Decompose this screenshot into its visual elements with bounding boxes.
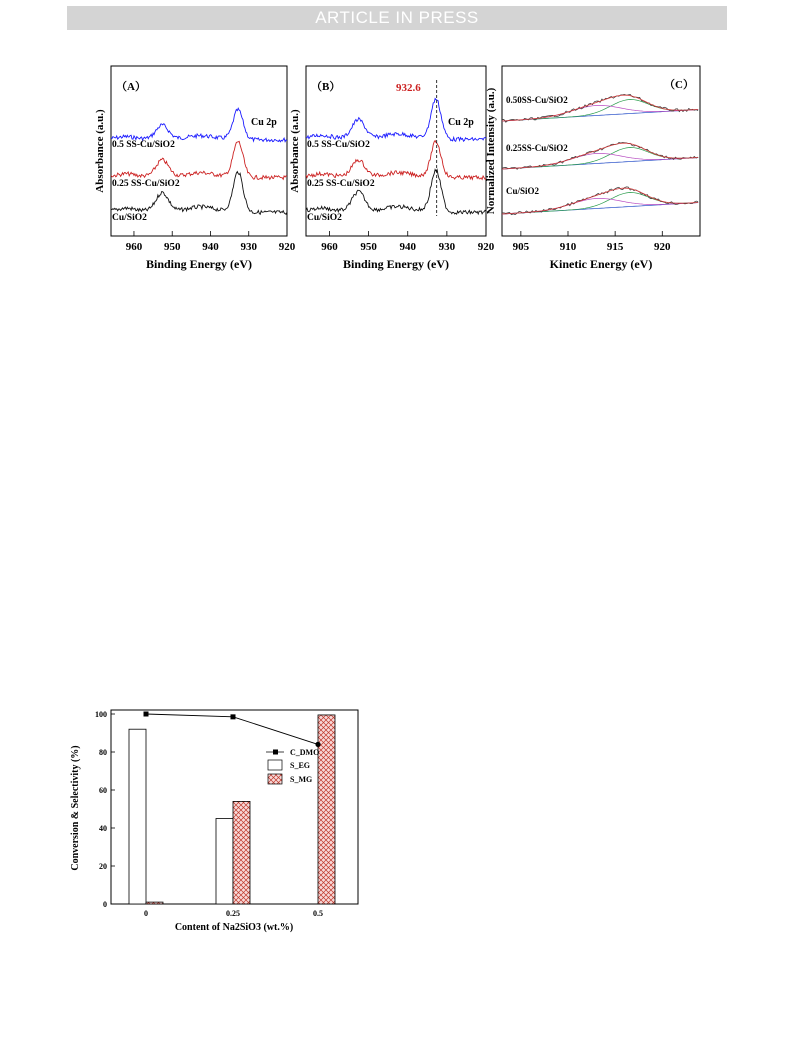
- panel-b-x-ticks: [321, 231, 495, 253]
- panel-a-x-label: Binding Energy (eV): [145, 257, 253, 271]
- panel-b-peak-label: 932.6: [396, 82, 421, 94]
- panel-c-spectra: [502, 94, 698, 214]
- y-tick-label-0: 0: [103, 900, 107, 909]
- panel-c: [485, 66, 700, 271]
- ticksA-tick-label-960: 960: [125, 241, 143, 253]
- panel-b-series-label-2: 0.25 SS-Cu/SiO2: [307, 179, 375, 189]
- panel-c-label: （C）: [664, 79, 694, 91]
- legend-c-dmo-marker: [273, 750, 278, 755]
- conversion-selectivity-chart: [66, 700, 366, 940]
- bar-s-mg-0.5: [318, 715, 335, 904]
- legend-s-eg-swatch: [268, 760, 282, 770]
- bar-s-eg-0.25: [216, 819, 233, 905]
- panel-b: [289, 66, 495, 271]
- ticksB-tick-label-960: 960: [321, 241, 338, 253]
- panel-c-x-ticks: [513, 231, 671, 253]
- ticksA-tick-label-920: 920: [278, 241, 296, 253]
- panel-a: [94, 66, 296, 271]
- conversion-selectivity-svg: [66, 700, 366, 940]
- bar-s-eg-0: [129, 729, 146, 904]
- panel-b-spectra: [306, 99, 486, 215]
- panel-a-core-label: Cu 2p: [251, 117, 277, 128]
- ticksC-tick-label-920: 920: [654, 241, 671, 253]
- x-tick-label-0.25: 0.25: [226, 909, 240, 918]
- legend-c-dmo-label: C_DMO: [290, 748, 320, 757]
- ticksA-tick-label-930: 930: [240, 241, 257, 253]
- xps-figure-svg: [96, 66, 710, 278]
- point-c-dmo-0.5: [315, 742, 320, 747]
- ticksB-tick-label-920: 920: [477, 241, 495, 253]
- x-tick-label-0: 0: [144, 909, 148, 918]
- chart-y-ticks: [95, 710, 115, 909]
- panel-a-x-ticks: [126, 231, 296, 253]
- panel-a-series-label-1: 0.5 SS-Cu/SiO2: [112, 140, 175, 150]
- panel-c-series-label-3: Cu/SiO2: [506, 186, 540, 196]
- panel-c-y-label: Normalized Intensity (a.u.): [485, 87, 497, 215]
- legend-s-mg-label: S_MG: [290, 775, 313, 784]
- chart-y-label: Conversion & Selectivity (%): [70, 745, 81, 871]
- ticksC-tick-label-905: 905: [512, 241, 530, 253]
- panel-b-series-label-3: Cu/SiO2: [307, 213, 342, 223]
- panel-a-series-label-2: 0.25 SS-Cu/SiO2: [112, 179, 180, 189]
- y-tick-label-100: 100: [95, 710, 107, 719]
- ticksC-tick-label-910: 910: [559, 241, 577, 253]
- panel-b-label: （B）: [311, 81, 341, 93]
- x-tick-label-0.5: 0.5: [313, 909, 323, 918]
- article-in-press-banner: [67, 6, 727, 30]
- bar-s-mg-0: [146, 902, 163, 904]
- y-tick-label-20: 20: [99, 862, 107, 871]
- point-c-dmo-0.25: [231, 714, 236, 719]
- point-c-dmo-0: [144, 712, 149, 717]
- ticksA-tick-label-950: 950: [163, 241, 181, 253]
- ticksB-tick-label-930: 930: [438, 241, 456, 253]
- ticksA-tick-label-940: 940: [202, 241, 219, 253]
- panel-a-series-label-3: Cu/SiO2: [112, 213, 147, 223]
- panel-a-y-label: Absorbance (a.u.): [94, 109, 106, 193]
- panel-c-series-label-2: 0.25SS-Cu/SiO2: [506, 143, 568, 153]
- panel-b-series-label-1: 0.5 SS-Cu/SiO2: [307, 140, 370, 150]
- chart-x-ticks: [144, 909, 323, 918]
- legend-s-mg-swatch: [268, 774, 282, 784]
- panel-b-y-label: Absorbance (a.u.): [289, 109, 301, 193]
- chart-bars: [129, 712, 335, 905]
- panel-b-x-label: Binding Energy (eV): [342, 257, 450, 271]
- y-tick-label-40: 40: [99, 824, 107, 833]
- xps-figure: [96, 66, 710, 278]
- ticksB-tick-label-940: 940: [399, 241, 416, 253]
- panel-c-x-label: Kinetic Energy (eV): [549, 257, 653, 271]
- ticksB-tick-label-950: 950: [360, 241, 377, 253]
- bar-s-mg-0.25: [233, 801, 250, 904]
- legend-s-eg-label: S_EG: [290, 761, 311, 770]
- banner-text: ARTICLE IN PRESS: [315, 8, 479, 27]
- panel-c-series-label-1: 0.50SS-Cu/SiO2: [506, 95, 568, 105]
- panel-b-core-label: Cu 2p: [448, 117, 474, 128]
- ticksC-tick-label-915: 915: [606, 241, 624, 253]
- chart-legend: [266, 748, 319, 784]
- panel-a-label: （A）: [116, 81, 146, 93]
- chart-x-label: Content of Na2SiO3 (wt.%): [174, 922, 294, 933]
- y-tick-label-60: 60: [99, 786, 107, 795]
- y-tick-label-80: 80: [99, 748, 107, 757]
